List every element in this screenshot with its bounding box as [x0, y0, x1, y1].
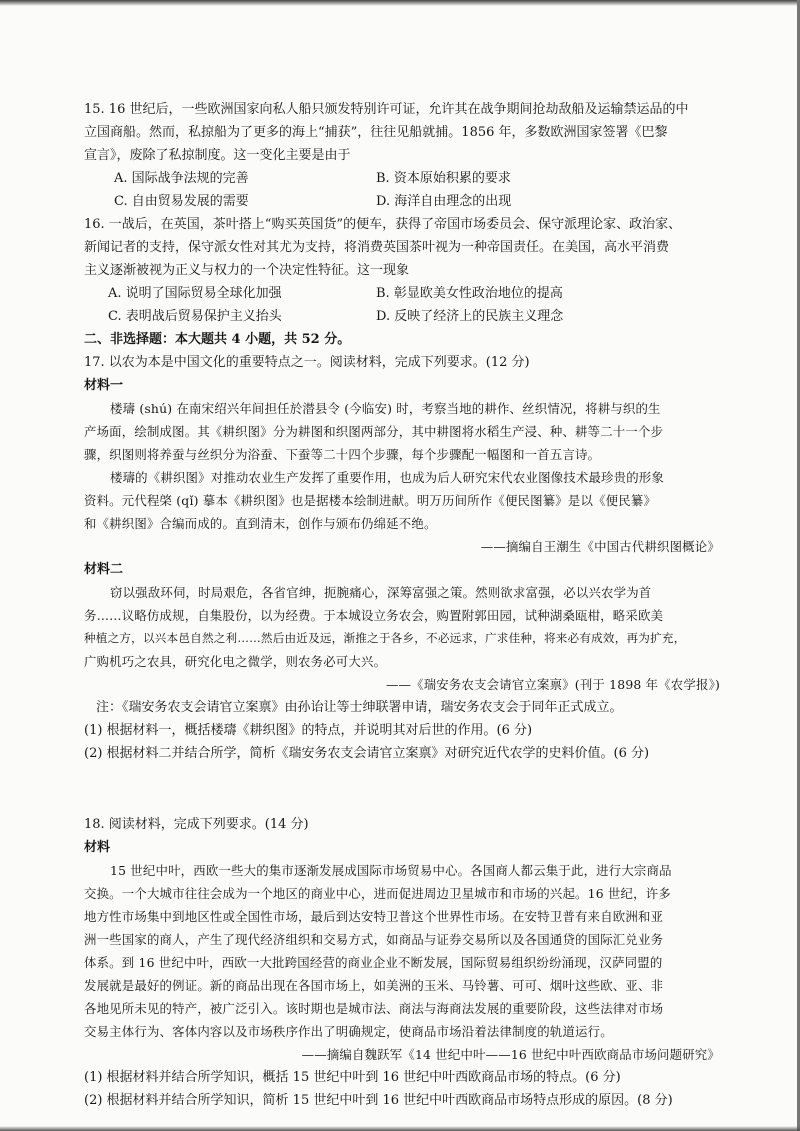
q18-m-line-7: 各地见所未见的特产，被广泛引入。该时期也是城市法、商法与海商法发展的重要阶段，这些法律对市场 — [84, 1001, 664, 1016]
q18-title: 18. 阅读材料，完成下列要求。(14 分) — [84, 817, 309, 832]
question-18 — [84, 813, 724, 1112]
q17-m1-p1-line-2: 产场面，绘制成图。其《耕织图》分为耕图和织图两部分，其中耕图将水稻生产浸、种、耕等二十一个步 — [84, 424, 664, 439]
q16-stem-line-2: 新闻记者的支持，保守派女性对其尤为支持，将消费英国茶叶视为一种帝国责任。在美国，高水平消费 — [84, 240, 670, 255]
question-16 — [84, 213, 724, 328]
scan-shadow-bottom — [0, 1126, 800, 1131]
q16-stem-line-1: 16. 一战后，在英国，茶叶搭上“购买英国货”的便车，获得了帝国市场委员会、保守派理论家、政治家、 — [84, 217, 682, 232]
q17-m1-p1-line-3: 骤，织图则将养蚕与丝织分为浴蚕、下蚕等二十四个步骤，每个步骤配一幅图和一首五言诗。 — [84, 447, 601, 462]
q18-m-line-1: 15 世纪中叶，西欧一些大的集市逐渐发展成国际市场贸易中心。各国商人都云集于此，进行大宗商品 — [110, 863, 672, 878]
q15-stem-line-3: 宣言》，废除了私掠制度。这一变化主要是由于 — [84, 148, 351, 163]
q15-stem-line-1: 15. 16 世纪后，一些欧洲国家向私人船只颁发特别许可证，允许其在战争期间抢劫敌船及运输禁运品的中 — [84, 102, 689, 117]
q17-m1-p2-line-3: 和《耕织图》合编而成的。直到清末，创作与颁布仍绵延不绝。 — [84, 516, 437, 531]
q15-option-a[interactable]: A. 国际战争法规的完善 — [114, 171, 249, 186]
q16-option-c[interactable]: C. 表明战后贸易保护主义抬头 — [108, 309, 282, 324]
q16-option-b[interactable]: B. 彰显欧美女性政治地位的提高 — [376, 286, 563, 301]
q18-material-heading: 材料 — [84, 840, 111, 855]
q17-m1-p2-line-1: 楼璹的《耕织图》对推动农业生产发挥了重要作用，也成为后人研究宋代农业图像技术最珍贵的形象 — [110, 470, 664, 485]
q17-title: 17. 以农为本是中国文化的重要特点之一。阅读材料，完成下列要求。(12 分) — [84, 355, 530, 370]
q18-m-line-8: 交易主体行为、客体内容以及市场秩序作出了明确规定，使商品市场沿着法律制度的轨道运行。 — [84, 1024, 613, 1039]
q16-options-row-1 — [84, 282, 724, 305]
q17-m2-line-1: 窃以强敌环伺，时局艰危，各省官绅，扼腕痛心，深筹富强之策。然则欲求富强，必以兴农学为首 — [110, 585, 652, 600]
q17-subquestion-2: (2) 根据材料二并结合所学，简析《瑞安务农支会请官立案禀》对研究近代农学的史料价值。(6 分) — [84, 746, 650, 761]
q18-source: ——摘编自魏跃军《14 世纪中叶——16 世纪中叶西欧商品市场问题研究》 — [301, 1047, 720, 1062]
q17-m2-line-4: 广购机巧之农具，研究化电之微学，则农务必可大兴。 — [84, 654, 387, 669]
q17-m1-p2-line-2: 资料。元代程棨 (qǐ) 摹本《耕织图》也是据楼本绘制进献。明万历间所作《便民图纂》是以《便民纂》 — [84, 493, 657, 508]
q17-m2-source: ——《瑞安务农支会请官立案禀》(刊于 1898 年《农学报》) — [385, 677, 720, 692]
question-15 — [84, 98, 724, 213]
q16-stem-line-3: 主义逐渐被视为正义与权力的一个决定性特征。这一现象 — [84, 263, 410, 278]
q18-subquestion-1: (1) 根据材料并结合所学知识，概括 15 世纪中叶到 16 世纪中叶西欧商品市场的特点。(6 分) — [84, 1070, 621, 1085]
scan-shadow-top — [0, 0, 800, 6]
q18-m-line-5: 体系。到 16 世纪中叶，西欧一大批跨国经营的商业企业不断发展，国际贸易组织纷纷涌现，汉萨同盟的 — [84, 955, 663, 970]
q15-stem-line-2: 立国商船。然而，私掠船为了更多的海上“捕获”，往往见船就捕。1856 年，多数欧洲国家签署《巴黎 — [84, 125, 668, 140]
question-17 — [84, 351, 724, 765]
q17-m2-line-2: 务……议略仿成规，自集股份，以为经费。于本城设立务农会，购置附郭田园，试种湖桑瓯柑，略采欧美 — [84, 608, 664, 623]
q17-note: 注：《瑞安务农支会请官立案禀》由孙诒让等士绅联署申请，瑞安务农支会于同年正式成立。 — [96, 700, 623, 715]
answer-space — [84, 765, 724, 813]
q15-options-row-1 — [84, 167, 724, 190]
exam-content — [84, 98, 724, 1112]
q18-m-line-2: 交换。一个大城市往往会成为一个地区的商业中心，进而促进周边卫星城市和市场的兴起。16 世纪，许多 — [84, 886, 671, 901]
q17-m1-p1-line-1: 楼璹 (shú) 在南宋绍兴年间担任於潜县令 (今临安) 时，考察当地的耕作、丝织情况，将耕与织的生 — [110, 401, 661, 416]
q18-m-line-4: 洲一些国家的商人，产生了现代经济组织和交易方式，如商品与证券交易所以及各国通贷的国际汇兑业务 — [84, 932, 664, 947]
q17-m1-source: ——摘编自王潮生《中国古代耕织图概论》 — [480, 539, 720, 554]
q15-options-row-2 — [84, 190, 724, 213]
q16-options-row-2 — [84, 305, 724, 328]
section-2-heading: 二、非选择题：本大题共 4 小题，共 52 分。 — [84, 332, 351, 347]
q17-m2-line-3: 种植之方，以兴本邑自然之利……然后由近及远，渐推之于各乡，不必远求，广求佳种，将来必有成效，再为扩充， — [84, 631, 686, 645]
q17-material-2-heading: 材料二 — [84, 562, 124, 577]
q16-option-a[interactable]: A. 说明了国际贸易全球化加强 — [108, 286, 282, 301]
q17-material-1-heading: 材料一 — [84, 378, 124, 393]
q18-subquestion-2: (2) 根据材料并结合所学知识，简析 15 世纪中叶到 16 世纪中叶西欧商品市场特点形成的原因。(8 分) — [84, 1093, 673, 1108]
q18-m-line-6: 发展就是最好的例证。新的商品出现在各国市场上，如美洲的玉米、马铃薯、可可、烟叶这些欧、亚、非 — [84, 978, 664, 993]
q15-option-b[interactable]: B. 资本原始积累的要求 — [376, 171, 511, 186]
q15-option-c[interactable]: C. 自由贸易发展的需要 — [114, 194, 249, 209]
q17-subquestion-1: (1) 根据材料一，概括楼璹《耕织图》的特点，并说明其对后世的作用。(6 分) — [84, 723, 533, 738]
q15-option-d[interactable]: D. 海洋自由理念的出现 — [376, 194, 512, 209]
q18-m-line-3: 地方性市场集中到地区性或全国性市场，最后到达安特卫普这个世界性市场。在安特卫普有来自欧洲和亚 — [84, 909, 664, 924]
q16-option-d[interactable]: D. 反映了经济上的民族主义理念 — [376, 309, 564, 324]
